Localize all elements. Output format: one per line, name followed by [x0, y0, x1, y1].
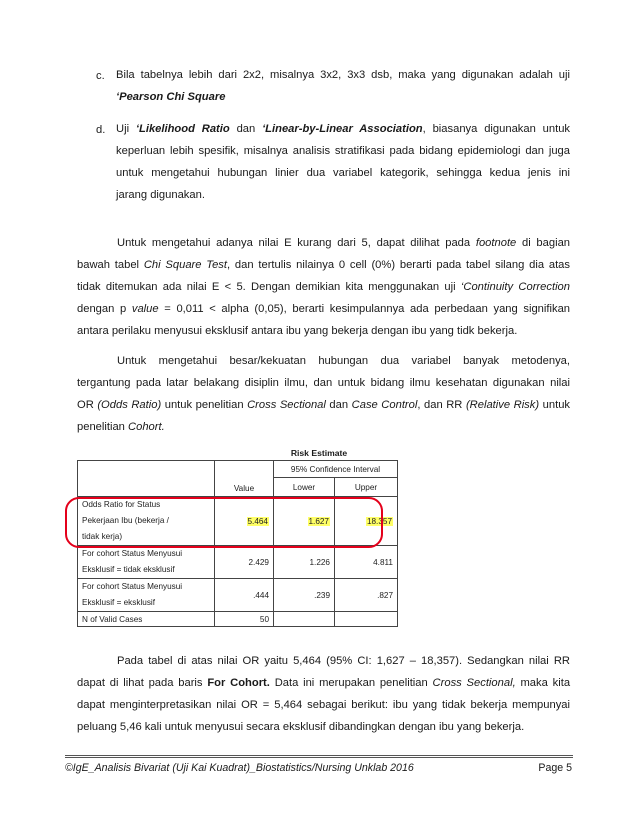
- cell-value: .444: [215, 579, 274, 612]
- paragraph-interpretation: [77, 650, 570, 738]
- text-line: dapat di lihat pada baris For Cohort. Data ini merupakan penelitian Cross Sectional, maka kita: [77, 677, 571, 689]
- header-ci: 95% Confidence Interval: [274, 461, 398, 478]
- text-line: dapat menginterpretasikan nilai OR = 5,464 sebagai berikut: ibu yang tidak bekerja mempunyai: [77, 699, 570, 711]
- row-label: For cohort Status Menyusui Eksklusif = eksklusif: [78, 579, 215, 612]
- cell-lower: .239: [274, 579, 335, 612]
- table-row: [78, 546, 398, 579]
- text-line: Untuk mengetahui besar/kekuatan hubungan dua variabel banyak metodenya,: [117, 355, 570, 367]
- cell-value: 50: [215, 612, 274, 627]
- header-upper: Upper: [335, 478, 398, 497]
- cell-upper: 18.357: [335, 497, 398, 546]
- row-label: For cohort Status Menyusui Eksklusif = tidak eksklusif: [78, 546, 215, 579]
- text-line: dengan p value = 0,011 < alpha (0,05), berarti kesimpulannya ada perbedaan yang signifikan: [77, 303, 571, 315]
- text-line: keperluan lebih spesifik, misalnya analisis stratifikasi pada bidang epidemiologi dan juga: [116, 145, 570, 157]
- cell-upper: 4.811: [335, 546, 398, 579]
- page-number: Page 5: [538, 762, 572, 774]
- text-line: ‘Pearson Chi Square: [116, 91, 226, 103]
- footer-divider: [65, 755, 573, 758]
- text-line: Uji ‘Likelihood Ratio dan ‘Linear-by-Linear Association, biasanya digunakan untuk: [116, 123, 571, 135]
- row-label: N of Valid Cases: [78, 612, 215, 627]
- cell-upper: .827: [335, 579, 398, 612]
- cell-value: 5.464: [215, 497, 274, 546]
- text-line: antara perilaku menyusui eksklusif antara ibu yang bekerja dengan ibu yang tidk bekerja.: [77, 325, 518, 337]
- text-line: jarang digunakan.: [116, 189, 205, 201]
- paragraph-e-value: [77, 232, 570, 342]
- table-row: [78, 579, 398, 612]
- text-line: tidak ditemukan ada nilai E < 5. Dengan demikian kita menggunakan uji ‘Continuity Correction: [77, 281, 571, 293]
- table-corner-cell: [78, 461, 215, 497]
- list-item-d: [116, 118, 570, 206]
- table-title: Risk Estimate: [290, 448, 348, 458]
- text-line: Pada tabel di atas nilai OR yaitu 5,464 (95% CI: 1,627 – 18,357). Sedangkan nilai RR: [117, 655, 570, 667]
- paragraph-association-strength: [77, 350, 570, 438]
- cell-lower: [274, 612, 335, 627]
- text-line: bawah tabel Chi Square Test, dan tertulis nilainya 0 cell (0%) berarti pada tabel silang dia atas: [77, 259, 570, 271]
- header-value: Value: [215, 461, 274, 497]
- table-row: [78, 612, 398, 627]
- text-line: peluang 5,46 kali untuk menyusui secara eksklusif dibandingkan dengan ibu yang bekerja.: [77, 721, 525, 733]
- header-lower: Lower: [274, 478, 335, 497]
- cell-lower: 1.226: [274, 546, 335, 579]
- text-line: tergantung pada latar belakang disiplin ilmu, dan untuk bidang ilmu kesehatan digunakan nilai: [77, 377, 570, 389]
- list-letter-c: c.: [96, 70, 105, 82]
- row-label: Odds Ratio for Status Pekerjaan Ibu (bekerja / tidak kerja): [78, 497, 215, 546]
- list-item-c: [116, 64, 570, 108]
- text-line: Bila tabelnya lebih dari 2x2, misalnya 3x2, 3x3 dsb, maka yang digunakan adalah uji: [116, 69, 570, 81]
- cell-upper: [335, 612, 398, 627]
- cell-lower: 1.627: [274, 497, 335, 546]
- list-letter-d: d.: [96, 124, 106, 136]
- highlight-circle-annotation: [65, 497, 383, 548]
- cell-value: 2.429: [215, 546, 274, 579]
- text-line: untuk mengetahui hubungan linier dua variabel kategorik, sehingga kedua jenis ini: [116, 167, 570, 179]
- text-line: OR (Odds Ratio) untuk penelitian Cross Sectional dan Case Control, dan RR (Relative Risk) untuk: [77, 399, 571, 411]
- text-line: penelitian Cohort.: [77, 421, 165, 433]
- text-line: Untuk mengetahui adanya nilai E kurang dari 5, dapat dilihat pada footnote di bagian: [117, 237, 571, 249]
- footer-text: ©IgE_Analisis Bivariat (Uji Kai Kuadrat)_Biostatistics/Nursing Unklab 2016: [65, 762, 414, 774]
